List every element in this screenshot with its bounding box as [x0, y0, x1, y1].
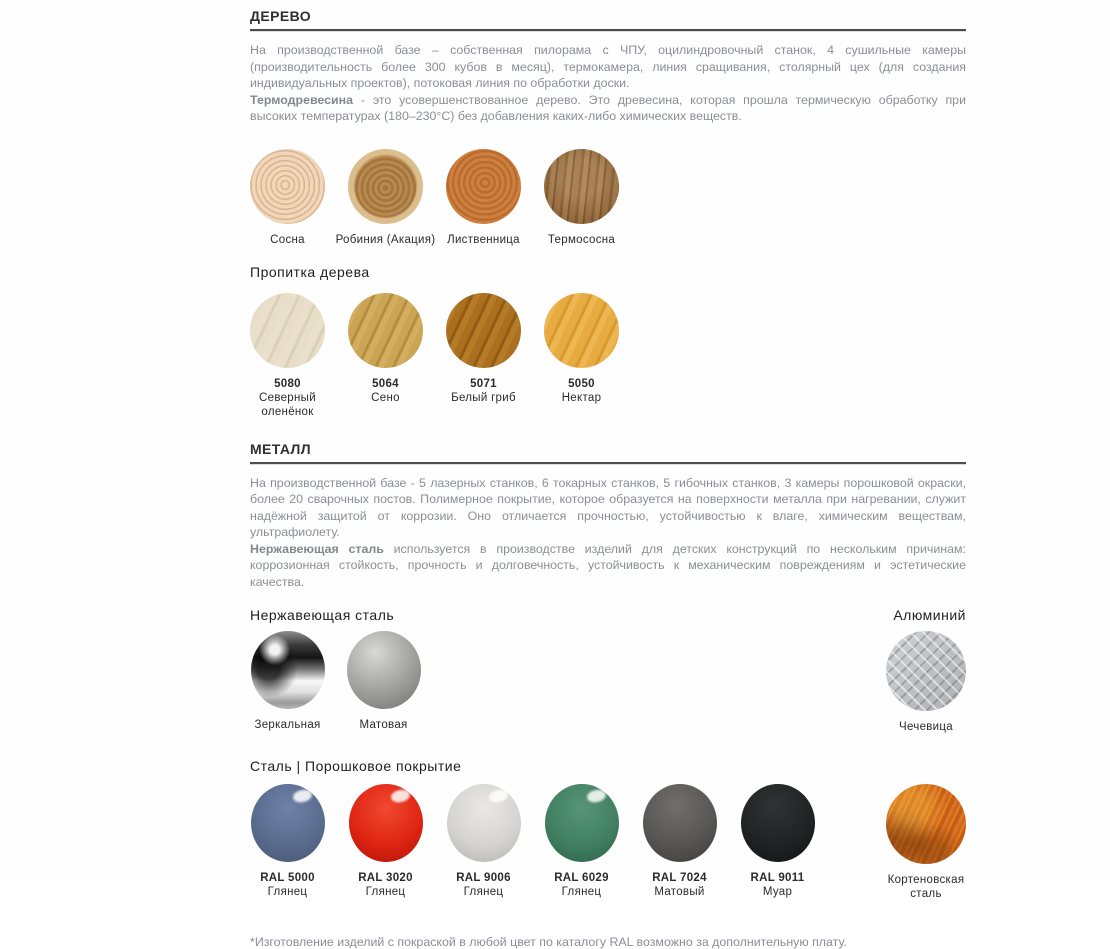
robinia-wood-swatch-image: [348, 149, 423, 224]
wood-intro-paragraph: На производственной базе – собственная пилорама с ЧПУ, оцилиндровочный станок, 4 сушильные камеры (производительность более 300 кубов в месяц), термокамера, линия сращивания, столярный цех (для создания индивидуальных проектов), потоковая линия по обработки доски.: [250, 42, 966, 92]
wood-section-title: ДЕРЕВО: [250, 8, 966, 29]
swatch-ral9006: [446, 784, 521, 899]
swatch-5050: [544, 293, 619, 405]
ral3020-sphere-image: [349, 784, 423, 862]
swatch-robinia: [348, 149, 423, 247]
swatch-label: Матовая: [359, 718, 407, 732]
stainless-lead: Нержавеющая сталь: [250, 542, 384, 556]
wood-section: [250, 8, 966, 419]
page-content: [250, 8, 966, 949]
thermopine-wood-swatch-image: [544, 149, 619, 224]
swatch-label: Зеркальная: [254, 718, 320, 732]
metal-section-title: МЕТАЛЛ: [250, 441, 966, 462]
pine-wood-swatch-image: [250, 149, 325, 224]
impregnation-row: [250, 293, 966, 419]
swatch-pine: [250, 149, 325, 247]
powder-coating-row: [250, 784, 966, 901]
swatch-name: Северный оленёнок: [240, 391, 336, 419]
impregnation-title: Пропитка дерева: [250, 264, 966, 280]
swatch-code: RAL 6029: [554, 871, 609, 885]
impregnation-5050-swatch-image: [544, 293, 619, 368]
swatch-ral3020: [348, 784, 423, 899]
swatch-thermopine: [544, 149, 619, 247]
ral9011-sphere-image: [741, 784, 815, 862]
stainless-row: [250, 631, 966, 734]
swatch-label: Чечевица: [899, 720, 953, 734]
swatch-code: 5071: [470, 377, 497, 391]
swatch-5071: [446, 293, 521, 405]
swatch-larch: [446, 149, 521, 247]
swatch-5064: [348, 293, 423, 405]
swatch-ral9011: [740, 784, 815, 899]
swatch-mirror-steel: [250, 631, 325, 732]
swatch-code: 5064: [372, 377, 399, 391]
ral7024-sphere-image: [643, 784, 717, 862]
swatch-5080: [250, 293, 325, 419]
wood-species-row: [250, 149, 966, 247]
swatch-ral6029: [544, 784, 619, 899]
swatch-finish: Глянец: [464, 885, 504, 899]
mirror-steel-sphere-image: [251, 631, 325, 709]
metal-intro-paragraph: На производственной базе - 5 лазерных станков, 6 токарных станков, 5 гибочных станков, 3 камеры порошковой окраски, более 20 сварочных постов. Полимерное покрытие, которое образуется на поверхности металла при нагревании, служит надёжной защитой от коррозии. Оно отличается прочностью, устойчивостью к влаге, химическим веществам, ультрафиолету.: [250, 475, 966, 541]
stainless-aluminum-headings: [250, 607, 966, 623]
impregnation-5071-swatch-image: [446, 293, 521, 368]
ral-footnote: *Изготовление изделий с покраской в любой цвет по каталогу RAL возможно за дополнительную плату.: [250, 935, 966, 949]
thermowood-rest: - это усовершенствованное дерево. Это древесина, которая прошла термическую обработку при высоких температурах (180–230°С) без добавления каких-либо химических веществ.: [250, 93, 966, 124]
swatch-finish: Глянец: [562, 885, 602, 899]
swatch-name: Нектар: [534, 391, 630, 405]
swatch-ral7024: [642, 784, 717, 899]
ral6029-sphere-image: [545, 784, 619, 862]
swatch-code: 5080: [274, 377, 301, 391]
corten-steel-swatch-image: [886, 784, 966, 864]
swatch-finish: Глянец: [268, 885, 308, 899]
impregnation-5064-swatch-image: [348, 293, 423, 368]
swatch-name: Сено: [338, 391, 434, 405]
ral5000-sphere-image: [251, 784, 325, 862]
swatch-code: 5050: [568, 377, 595, 391]
impregnation-5080-swatch-image: [250, 293, 325, 368]
section-divider: [250, 462, 966, 465]
swatch-code: RAL 9011: [751, 871, 805, 885]
swatch-label: Сосна: [270, 233, 305, 247]
swatch-code: RAL 7024: [652, 871, 707, 885]
swatch-label: Робиния (Акация): [336, 233, 436, 247]
swatch-label: Термососна: [548, 233, 615, 247]
swatch-code: RAL 9006: [456, 871, 511, 885]
swatch-label: Кортеновская сталь: [878, 873, 974, 901]
stainless-paragraph: [250, 541, 966, 591]
swatch-finish: Глянец: [366, 885, 406, 899]
powder-coating-title: Сталь | Порошковое покрытие: [250, 758, 966, 774]
swatch-corten: [886, 784, 966, 901]
section-divider: [250, 29, 966, 32]
swatch-aluminum-checker: [886, 631, 966, 734]
thermowood-paragraph: [250, 92, 966, 125]
thermowood-lead: Термодревесина: [250, 93, 353, 107]
aluminum-title: Алюминий: [893, 607, 966, 623]
swatch-finish: Матовый: [654, 885, 704, 899]
stainless-rest: используется в производстве изделий для детских конструкций по нескольким причинам: коррозионная стойкость, прочность и долговечность, устойчивость к механическим повреждениям и эстетические качества.: [250, 542, 966, 589]
matte-steel-sphere-image: [347, 631, 421, 709]
swatch-code: RAL 3020: [358, 871, 413, 885]
swatch-code: RAL 5000: [260, 871, 315, 885]
ral9006-sphere-image: [447, 784, 521, 862]
stainless-title: Нержавеющая сталь: [250, 607, 394, 623]
metal-section: [250, 441, 966, 949]
swatch-ral5000: [250, 784, 325, 899]
swatch-name: Белый гриб: [436, 391, 532, 405]
aluminum-checker-plate-image: [886, 631, 966, 711]
swatch-finish: Муар: [763, 885, 792, 899]
swatch-label: Лиственница: [447, 233, 520, 247]
larch-wood-swatch-image: [446, 149, 521, 224]
swatch-matte-steel: [346, 631, 421, 732]
